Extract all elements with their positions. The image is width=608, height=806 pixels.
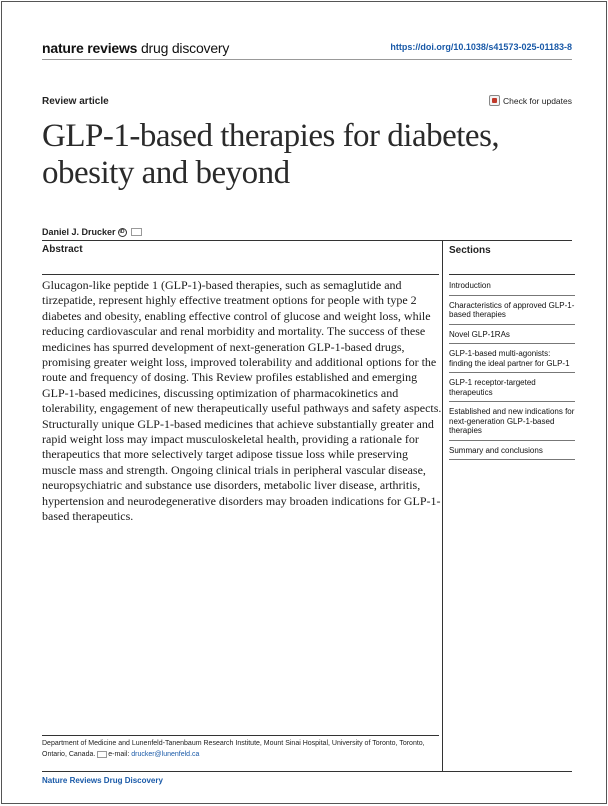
article-title: GLP-1-based therapies for diabetes, obesity and beyond: [42, 118, 500, 191]
section-link-summary[interactable]: Summary and conclusions: [449, 441, 575, 461]
email-label: e-mail:: [108, 751, 132, 758]
section-link-receptor-targeted[interactable]: GLP-1 receptor-targeted therapeutics: [449, 373, 575, 402]
check-updates-label: Check for updates: [503, 95, 572, 106]
author-name[interactable]: Daniel J. Drucker: [42, 227, 116, 237]
footnote-mail-icon: [97, 751, 107, 758]
doi-link[interactable]: https://doi.org/10.1038/s41573-025-01183-8: [390, 42, 572, 52]
check-updates-icon: [489, 95, 500, 106]
author-line: [42, 227, 142, 237]
abstract-heading: Abstract: [42, 244, 83, 255]
section-link-introduction[interactable]: Introduction: [449, 275, 575, 296]
section-link-characteristics[interactable]: Characteristics of approved GLP-1-based therapies: [449, 296, 575, 325]
abstract-divider: [42, 274, 439, 275]
abstract-text: Glucagon-like peptide 1 (GLP-1)-based therapies, such as semaglutide and tirzepatide, represent highly effective treatment options for people with type 2 diabetes and obesity, enabling effective control of glucose and weight loss, while reducing cardiovascular and renal morbidity and mortality. The success of these medicines has spurred development of next-generation GLP-1-based drugs, promising greater weight loss, improved tolerability and additional options for the route and frequency of dosing. This Review profiles established and emerging GLP-1-based medicines, discussing optimization of pharmacokinetics and tolerability, engagement of new therapeutically useful pathways and safety aspects. Structurally unique GLP-1-based medicines that achieve substantially greater and rapid weight loss may impact musculoskeletal health, providing a rationale for therapeutics that more selectively target adipose tissue loss while preserving muscle mass and strength. Ongoing clinical trials in peripheral vascular disease, neuropsychiatric and substance use disorders, metabolic liver disease, arthritis, hypertension and neurodegenerative disorders may broaden indications for GLP-1-based therapeutics.: [42, 278, 442, 524]
affiliation-footnote: [42, 738, 442, 760]
journal-name-rest: drug discovery: [137, 40, 230, 56]
email-link[interactable]: drucker@lunenfeld.ca: [131, 751, 200, 758]
author-divider: [42, 240, 572, 241]
check-updates-link[interactable]: [489, 95, 572, 106]
mail-icon[interactable]: [131, 228, 142, 236]
affiliation-text: Department of Medicine and Lunenfeld-Tanenbaum Research Institute, Mount Sinai Hospital, University of Toronto, Toronto, Ontario, Canada.: [42, 740, 425, 758]
journal-name-bold: nature reviews: [42, 40, 138, 56]
section-link-novel-glp1ras[interactable]: Novel GLP-1RAs: [449, 325, 575, 345]
sections-list: [449, 274, 575, 460]
article-type: Review article: [42, 96, 109, 107]
article-page: [1, 1, 607, 804]
section-link-indications[interactable]: Established and new indications for next-generation GLP-1-based therapies: [449, 402, 575, 441]
section-link-multi-agonists[interactable]: GLP-1-based multi-agonists: finding the ideal partner for GLP-1: [449, 344, 575, 373]
footer-journal[interactable]: Nature Reviews Drug Discovery: [42, 776, 163, 785]
orcid-icon[interactable]: iD: [119, 228, 125, 235]
column-divider: [442, 241, 443, 771]
header-divider: [42, 59, 572, 60]
footer-divider: [42, 771, 572, 772]
sections-heading: Sections: [449, 245, 491, 256]
footnote-divider: [42, 735, 439, 736]
journal-name[interactable]: [42, 40, 229, 56]
